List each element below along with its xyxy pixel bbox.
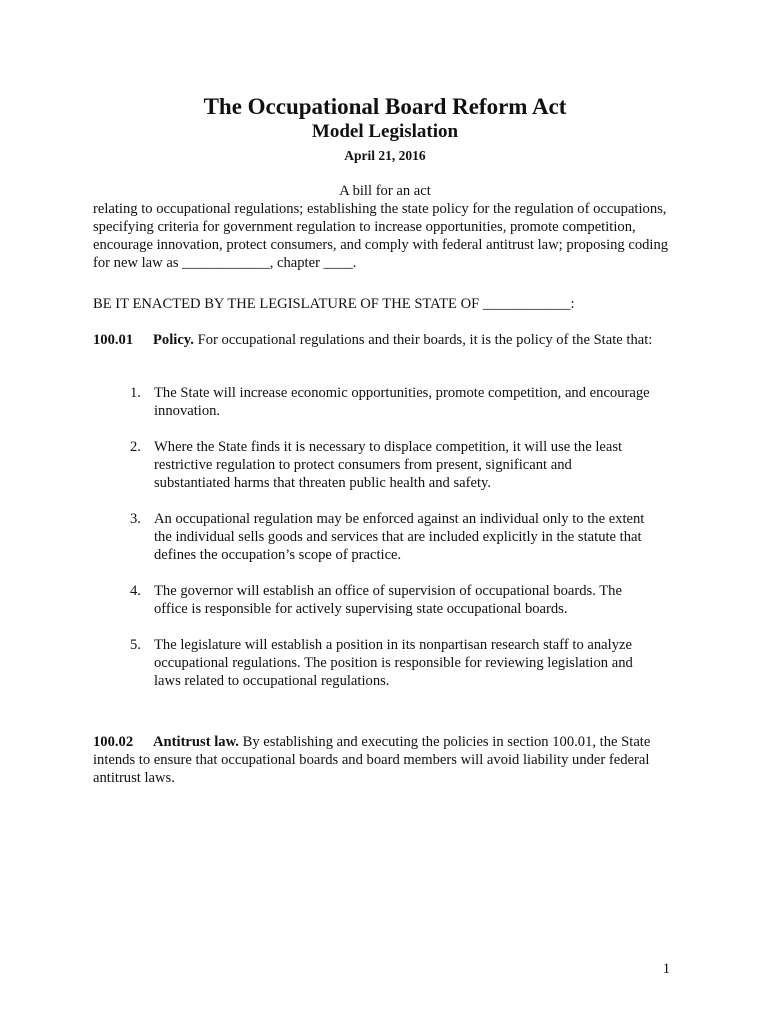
list-item bbox=[130, 636, 650, 690]
document-title: The Occupational Board Reform Act bbox=[203, 94, 567, 119]
list-item-text: The legislature will establish a position in its nonpartisan research staff to analyze occupational regulations. The position is responsible for reviewing legislation and laws related to occupational regulations. bbox=[154, 637, 633, 689]
list-item bbox=[130, 510, 650, 564]
policy-list bbox=[130, 384, 650, 708]
list-item-number: 4. bbox=[130, 583, 141, 599]
section-number: 100.02 bbox=[93, 734, 134, 750]
list-item bbox=[130, 438, 650, 492]
section-100-01 bbox=[93, 331, 673, 349]
list-item-text: Where the State finds it is necessary to displace competition, it will use the least restrictive regulation to protect consumers from present, significant and substantiated harms that threaten public health and safety. bbox=[154, 439, 623, 491]
bill-description: relating to occupational regulations; establishing the state policy for the regulation of occupations, specifying criteria for government regulation to increase opportunities, promote competition, encourage innovation, protect consumers, and comply with federal antitrust law; proposing coding for new law as ____________, chapter ____. bbox=[93, 201, 669, 271]
section-text: By establishing and executing the policies in section 100.01, the State intends to ensure that occupational boards and board members will avoid liability under federal antitrust laws. bbox=[93, 734, 651, 786]
page-number: 1 bbox=[662, 961, 670, 977]
list-item-number: 5. bbox=[130, 637, 141, 653]
document-date: April 21, 2016 bbox=[344, 148, 426, 163]
section-number: 100.01 bbox=[93, 332, 134, 348]
enacting-clause: BE IT ENACTED BY THE LEGISLATURE OF THE STATE OF ____________: bbox=[93, 296, 575, 312]
section-text: For occupational regulations and their boards, it is the policy of the State that: bbox=[193, 332, 653, 348]
section-heading: Antitrust law. bbox=[153, 734, 239, 750]
list-item-number: 3. bbox=[130, 511, 141, 527]
section-heading: Policy. bbox=[153, 332, 194, 348]
list-item bbox=[130, 582, 650, 618]
list-item-number: 2. bbox=[130, 439, 141, 455]
document-subtitle: Model Legislation bbox=[311, 121, 459, 142]
list-item bbox=[130, 384, 650, 420]
list-item-text: An occupational regulation may be enforced against an individual only to the extent the individual sells goods and services that are included explicitly in the statute that defines the occupation’s scope of practice. bbox=[154, 511, 645, 563]
section-100-02 bbox=[93, 733, 673, 787]
list-item-text: The State will increase economic opportunities, promote competition, and encourage innovation. bbox=[154, 385, 650, 419]
list-item-number: 1. bbox=[130, 385, 141, 401]
list-item-text: The governor will establish an office of supervision of occupational boards. The office is responsible for actively supervising state occupational boards. bbox=[154, 583, 622, 617]
bill-intro: A bill for an act bbox=[339, 183, 431, 199]
